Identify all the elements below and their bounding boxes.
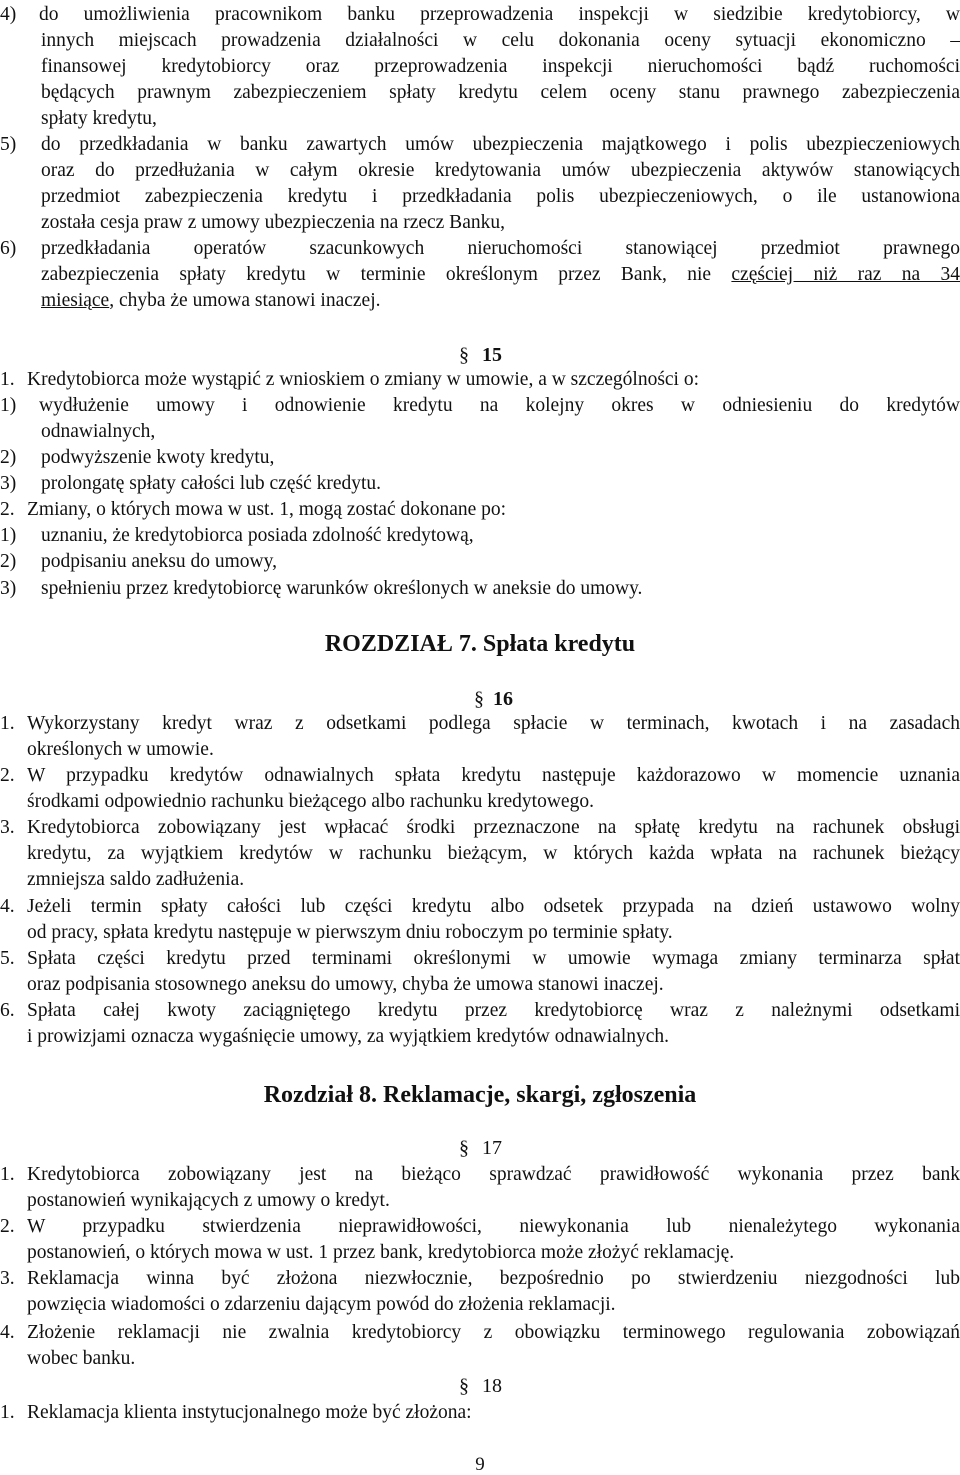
- subitem-label: 1): [0, 395, 17, 416]
- section-sign: §: [474, 688, 484, 710]
- paragraph-16-2: [0, 763, 960, 815]
- section-number: 16: [493, 688, 513, 710]
- subitem-label: 1): [0, 525, 17, 546]
- paragraph-label: 3.: [0, 1268, 15, 1289]
- text-line: będących prawnym zabezpieczeniem spłaty kredytu celem oceny stanu prawnego zabezpieczenia: [41, 82, 960, 103]
- text-fragment: zabezpieczenia spłaty kredytu w terminie określonym przez Bank, nie: [41, 264, 712, 285]
- text-line: Spłata całej kwoty zaciągniętego kredytu przez kredytobiorcę wraz z należnymi odsetkami: [27, 1000, 960, 1021]
- paragraph-16-1: [0, 711, 960, 763]
- text-line: przedkładania operatów szacunkowych nieruchomości stanowiącej przedmiot prawnego: [41, 238, 960, 259]
- text-line: prolongatę spłaty całości lub część kredytu.: [41, 473, 382, 494]
- list-item-label: 6): [0, 238, 17, 259]
- subitem-label: 3): [0, 578, 17, 599]
- paragraph-label: 4.: [0, 1322, 15, 1343]
- underlined-text: miesiące: [41, 290, 110, 311]
- subitem-label: 2): [0, 551, 17, 572]
- text-line: innych miejscach prowadzenia działalności w celu dokonania oceny sytuacji ekonomiczno –: [41, 30, 960, 51]
- list-item-4: [0, 2, 960, 132]
- list-item-6: [0, 236, 960, 314]
- paragraph-label: 1.: [0, 369, 15, 390]
- section-heading-17: [459, 1135, 502, 1161]
- paragraph-16-4: [0, 894, 960, 946]
- text-line: powzięcia wiadomości o zdarzeniu dającym powód do złożenia reklamacji.: [27, 1294, 616, 1315]
- paragraph-label: 1.: [0, 1402, 15, 1423]
- chapter-7-heading: ROZDZIAŁ 7. Spłata kredytu: [324, 631, 636, 657]
- underlined-text: częściej niż raz na 34: [731, 264, 960, 285]
- section-sign: §: [459, 344, 469, 366]
- text-line: oraz podpisania stosownego aneksu do umowy, chyba że umowa stanowi inaczej.: [27, 974, 664, 995]
- text-line: do umożliwienia pracownikom banku przeprowadzenia inspekcji w siedzibie kredytobiorcy, w: [39, 4, 960, 25]
- section-sign: §: [459, 1137, 469, 1159]
- text-line: Reklamacja winna być złożona niezwłocznie, bezpośrednio po stwierdzeniu niezgodności lub: [27, 1268, 960, 1289]
- list-item-label: 5): [0, 134, 17, 155]
- subitem-label: 2): [0, 447, 17, 468]
- text-line: Złożenie reklamacji nie zwalnia kredytobiorcy z obowiązku terminowego regulowania zobowiązań: [27, 1322, 960, 1343]
- text-line: została cesja praw z umowy ubezpieczenia na rzecz Banku,: [41, 212, 505, 233]
- text-line: spłaty kredytu,: [41, 108, 157, 129]
- list-item-5: [0, 132, 960, 236]
- subitem-15-2-1: [0, 523, 960, 549]
- section-number: 18: [482, 1375, 502, 1397]
- text-line: Zmiany, o których mowa w ust. 1, mogą zostać dokonane po:: [27, 499, 507, 520]
- section-heading-16: [474, 686, 513, 712]
- paragraph-17-1: [0, 1162, 960, 1214]
- paragraph-16-5: [0, 946, 960, 998]
- text-line: oraz do przedłużania w całym okresie kredytowania umów ubezpieczenia aktywów stanowiących: [41, 160, 960, 181]
- text-line: zmniejsza saldo zadłużenia.: [27, 869, 245, 890]
- text-line: W przypadku stwierdzenia nieprawidłowości, niewykonania lub nienależytego wykonania: [27, 1216, 960, 1237]
- text-line: do przedkładania w banku zawartych umów ubezpieczenia majątkowego i polis ubezpieczeniowych: [41, 134, 960, 155]
- text-line: Kredytobiorca zobowiązany jest na bieżąco sprawdzać prawidłowość wykonania przez bank: [27, 1164, 960, 1185]
- paragraph-label: 5.: [0, 948, 15, 969]
- subitem-15-2-2: [0, 549, 960, 575]
- paragraph-label: 3.: [0, 817, 15, 838]
- paragraph-label: 4.: [0, 896, 15, 917]
- text-line: i prowizjami oznacza wygaśnięcie umowy, za wyjątkiem kredytów odnawialnych.: [27, 1026, 670, 1047]
- text-line: uznaniu, że kredytobiorca posiada zdolność kredytową,: [41, 525, 474, 546]
- section-number: 17: [482, 1137, 502, 1159]
- text-line: Spłata części kredytu przed terminami określonymi w umowie wymaga zmiany terminarza spłat: [27, 948, 960, 969]
- text-line: od pracy, spłata kredytu następuje w pierwszym dniu roboczym po terminie spłaty.: [27, 922, 673, 943]
- text-line: postanowień, o których mowa w ust. 1 przez bank, kredytobiorca może złożyć reklamację.: [27, 1242, 735, 1263]
- paragraph-label: 1.: [0, 713, 15, 734]
- text-line: spełnieniu przez kredytobiorcę warunków określonych w aneksie do umowy.: [41, 578, 643, 599]
- text-line: przedmiot zabezpieczenia kredytu i przedkładania polis ubezpieczeniowych, o ile ustanowiona: [41, 186, 960, 207]
- text-line: odnawialnych,: [41, 421, 156, 442]
- text-line-with-underline: [41, 262, 960, 288]
- text-line: środkami odpowiednio rachunku bieżącego albo rachunku kredytowego.: [27, 791, 594, 812]
- section-number: 15: [482, 344, 502, 366]
- subitem-15-2-3: [0, 576, 960, 602]
- text-line: wobec banku.: [27, 1348, 136, 1369]
- section-heading-18: [459, 1373, 502, 1399]
- paragraph-15-2: [0, 497, 960, 523]
- chapter-8-heading: Rozdział 8. Reklamacje, skargi, zgłoszenia: [263, 1082, 697, 1108]
- section-heading-15: [459, 342, 502, 368]
- paragraph-17-2: [0, 1214, 960, 1266]
- paragraph-label: 2.: [0, 1216, 15, 1237]
- page-number: 9: [475, 1454, 485, 1475]
- paragraph-15-1: [0, 367, 960, 393]
- text-line: Reklamacja klienta instytucjonalnego może być złożona:: [27, 1402, 472, 1423]
- text-line: określonych w umowie.: [27, 739, 214, 760]
- paragraph-17-3: [0, 1266, 960, 1318]
- subitem-15-1-1: [0, 393, 960, 445]
- text-line: Kredytobiorca może wystąpić z wnioskiem o zmiany w umowie, a w szczególności o:: [27, 369, 700, 390]
- text-line: Wykorzystany kredyt wraz z odsetkami podlega spłacie w terminach, kwotach i na zasadach: [27, 713, 960, 734]
- paragraph-label: 2.: [0, 499, 15, 520]
- text-line: podwyższenie kwoty kredytu,: [41, 447, 275, 468]
- section-sign: §: [459, 1375, 469, 1397]
- subitem-15-1-3: [0, 471, 960, 497]
- list-item-label: 4): [0, 4, 17, 25]
- text-line: kredytu, za wyjątkiem kredytów w rachunku bieżącym, w których każda wpłata na rachunek bieżący: [27, 843, 960, 864]
- text-line: wydłużenie umowy i odnowienie kredytu na kolejny okres w odniesieniu do kredytów: [39, 395, 960, 416]
- subitem-label: 3): [0, 473, 17, 494]
- paragraph-16-3: [0, 815, 960, 893]
- paragraph-label: 1.: [0, 1164, 15, 1185]
- text-line: W przypadku kredytów odnawialnych spłata kredytu następuje każdorazowo w momencie uznania: [27, 765, 960, 786]
- paragraph-17-4: [0, 1320, 960, 1372]
- text-line: Kredytobiorca zobowiązany jest wpłacać środki przeznaczone na spłatę kredytu na rachunek obsługi: [27, 817, 960, 838]
- subitem-15-1-2: [0, 445, 960, 471]
- paragraph-label: 6.: [0, 1000, 15, 1021]
- text-fragment: , chyba że umowa stanowi inaczej.: [109, 290, 381, 311]
- text-line: Jeżeli termin spłaty całości lub części kredytu albo odsetek przypada na dzień ustawowo wolny: [27, 896, 960, 917]
- paragraph-18-1: [0, 1400, 960, 1426]
- text-line: [41, 288, 960, 314]
- text-line: finansowej kredytobiorcy oraz przeprowadzenia inspekcji nieruchomości bądź ruchomości: [41, 56, 960, 77]
- paragraph-label: 2.: [0, 765, 15, 786]
- text-line: podpisaniu aneksu do umowy,: [41, 551, 277, 572]
- text-line: postanowień wynikających z umowy o kredyt.: [27, 1190, 390, 1211]
- paragraph-16-6: [0, 998, 960, 1050]
